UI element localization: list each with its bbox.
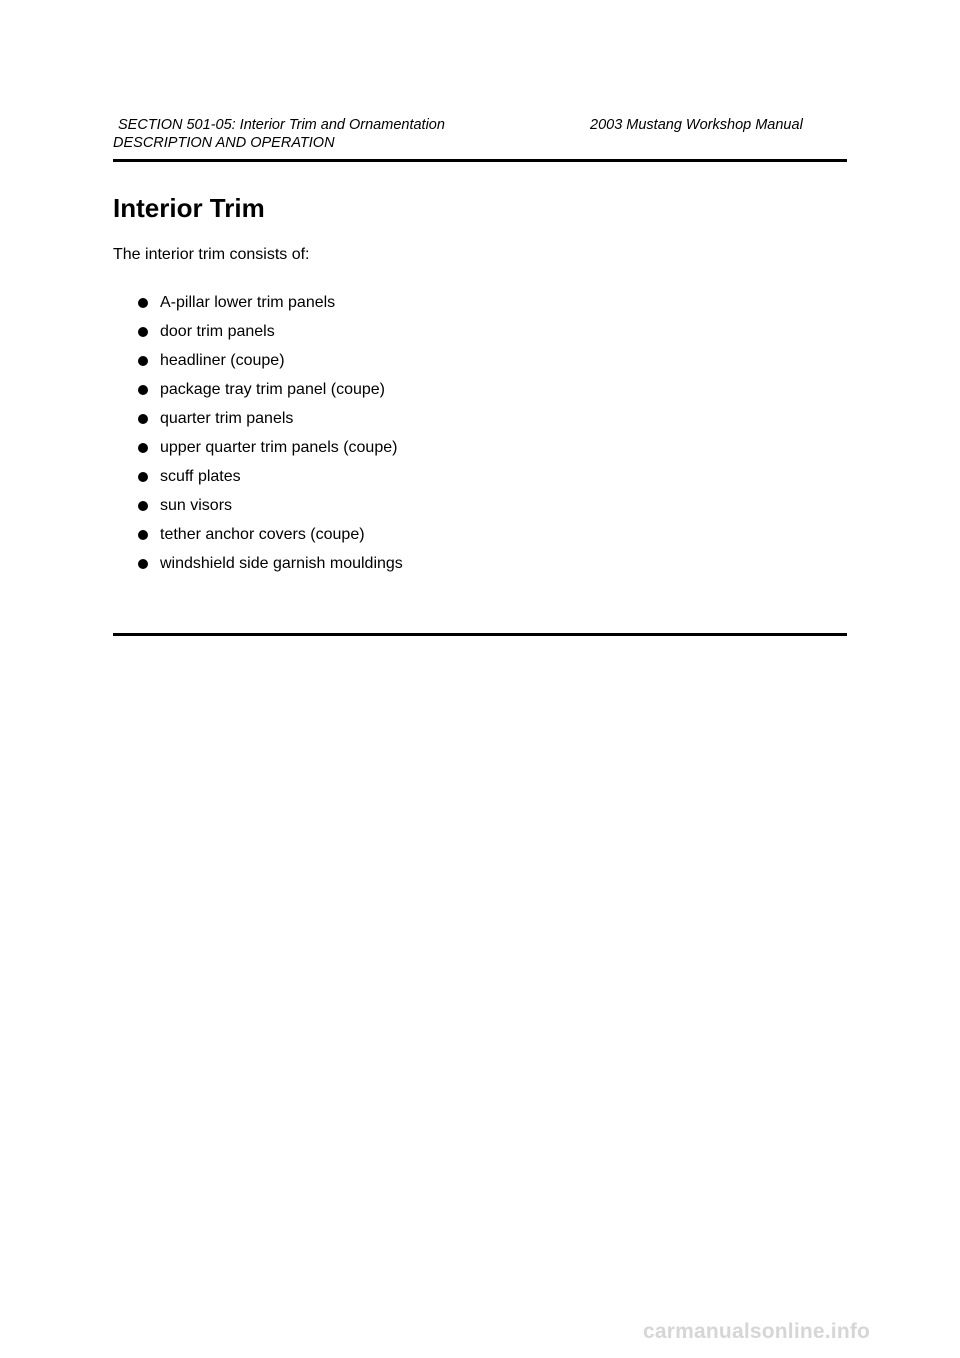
bullet-icon — [138, 414, 148, 424]
list-item-text: windshield side garnish mouldings — [160, 555, 403, 572]
bullet-icon — [138, 530, 148, 540]
manual-title: 2003 Mustang Workshop Manual — [590, 117, 803, 133]
list-item — [138, 438, 403, 467]
list-item-text: door trim panels — [160, 323, 275, 340]
list-item — [138, 496, 403, 525]
list-item — [138, 351, 403, 380]
bullet-icon — [138, 559, 148, 569]
page-header-left — [113, 116, 445, 152]
list-item-text: tether anchor covers (coupe) — [160, 526, 365, 543]
trim-component-list — [138, 293, 403, 583]
content-end-divider — [113, 633, 847, 636]
bullet-icon — [138, 356, 148, 366]
list-item — [138, 322, 403, 351]
list-item-text: package tray trim panel (coupe) — [160, 381, 385, 398]
list-item-text: upper quarter trim panels (coupe) — [160, 439, 398, 456]
list-item — [138, 409, 403, 438]
list-item — [138, 380, 403, 409]
bullet-icon — [138, 501, 148, 511]
list-item-text: quarter trim panels — [160, 410, 294, 427]
list-item — [138, 467, 403, 496]
list-item-text: headliner (coupe) — [160, 352, 285, 369]
bullet-icon — [138, 327, 148, 337]
list-item — [138, 293, 403, 322]
header-divider — [113, 159, 847, 162]
bullet-icon — [138, 443, 148, 453]
bullet-icon — [138, 298, 148, 308]
list-item-text: A-pillar lower trim panels — [160, 294, 336, 311]
list-item-text: scuff plates — [160, 468, 241, 485]
section-title: SECTION 501-05: Interior Trim and Ornamentation — [118, 117, 445, 133]
subsection-title: DESCRIPTION AND OPERATION — [113, 135, 335, 151]
page-title: Interior Trim — [113, 193, 265, 223]
watermark: carmanualsonline.info — [643, 1320, 871, 1343]
list-item-text: sun visors — [160, 497, 233, 514]
list-item — [138, 525, 403, 554]
list-item — [138, 554, 403, 583]
bullet-icon — [138, 472, 148, 482]
intro-text: The interior trim consists of: — [113, 246, 310, 263]
bullet-icon — [138, 385, 148, 395]
